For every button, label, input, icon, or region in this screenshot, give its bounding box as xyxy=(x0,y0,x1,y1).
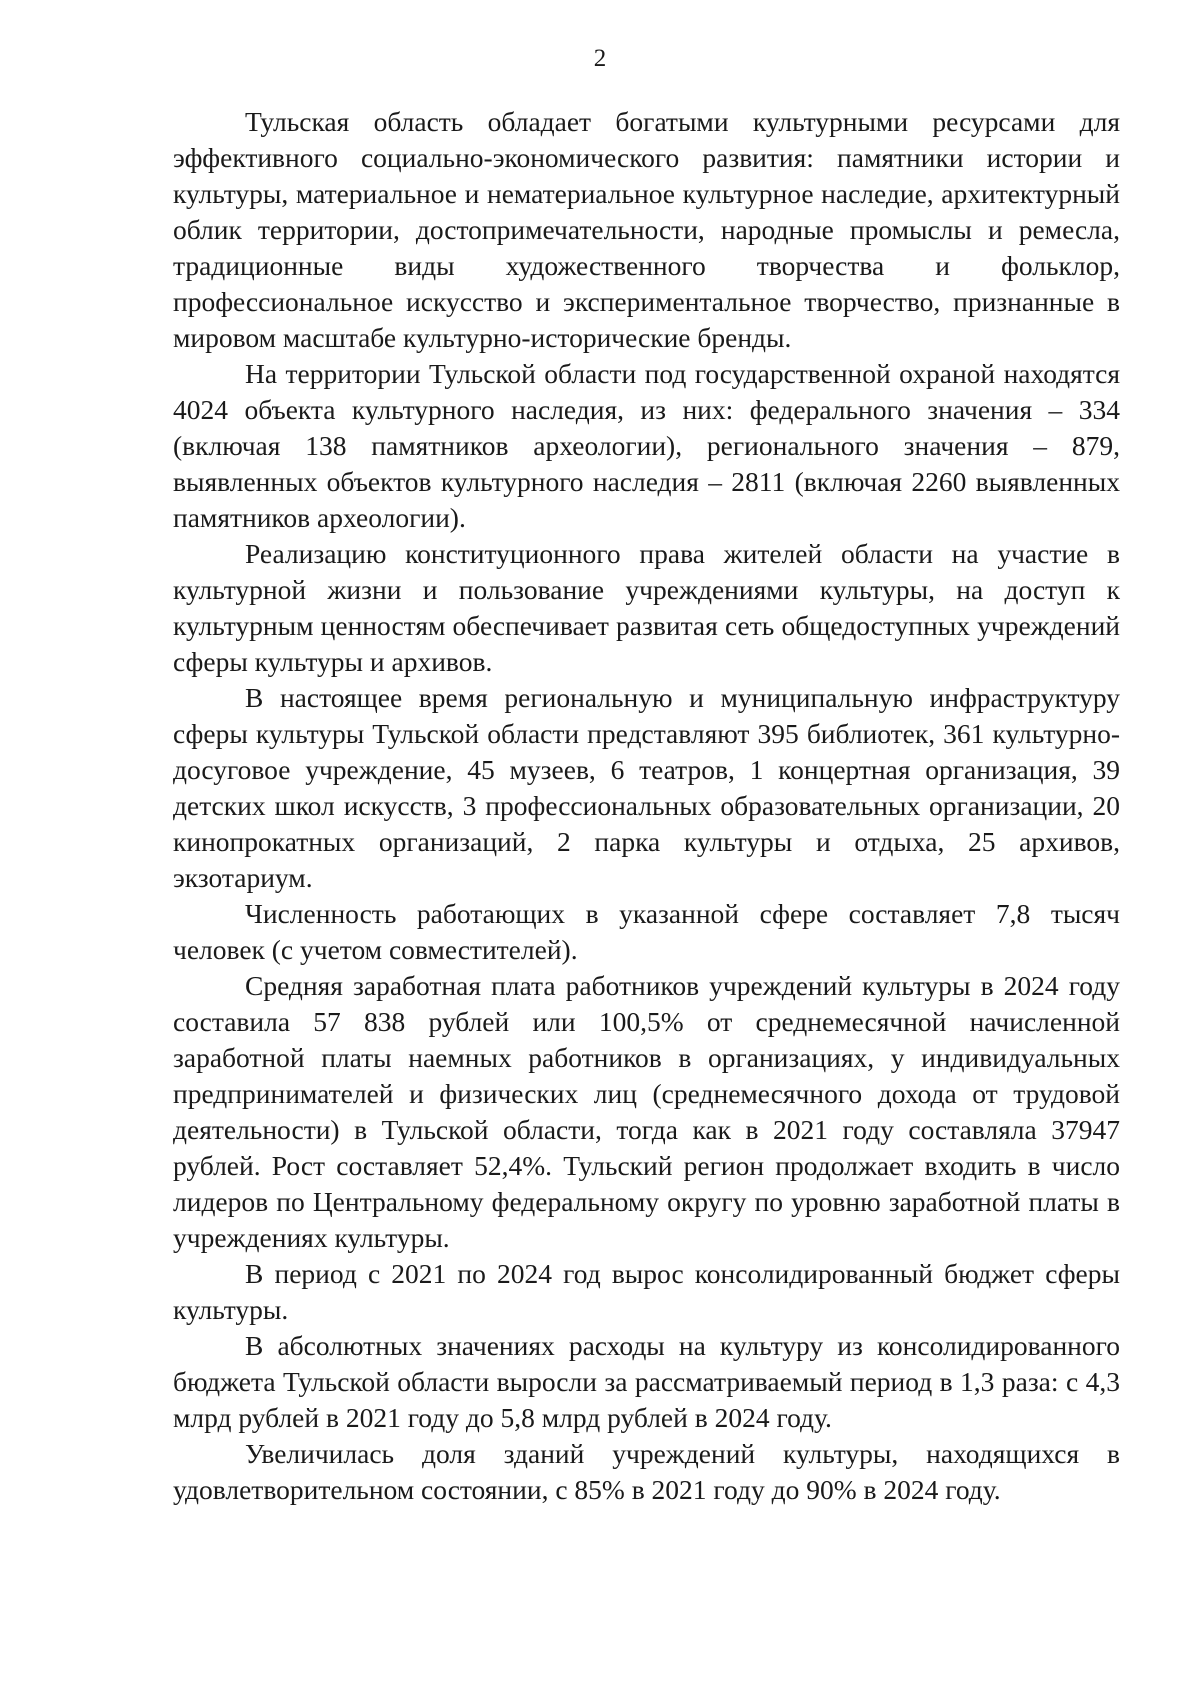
paragraph-expenditures: В абсолютных значениях расходы на культуру из консолидированного бюджета Тульской области выросли за рассматриваемый период в 1,3 раза: с 4,3 млрд рублей в 2021 году до 5,8 млрд рублей в 2024 году. xyxy=(173,1330,1120,1433)
paragraph-heritage-objects: На территории Тульской области под государственной охраной находятся 4024 объекта культурного наследия, из них: федерального значения – 334 (включая 138 памятников археологии), регионального значения – 879, выявленных объектов культурного наследия – 2811 (включая 2260 выявленных памятников археологии). xyxy=(173,358,1120,533)
paragraph-buildings-condition: Увеличилась доля зданий учреждений культуры, находящихся в удовлетворительном состоянии, с 85% в 2021 году до 90% в 2024 году. xyxy=(173,1438,1120,1505)
paragraph-constitutional-right: Реализацию конституционного права жителей области на участие в культурной жизни и пользование учреждениями культуры, на доступ к культурным ценностям обеспечивает развитая сеть общедоступных учреждений сферы культуры и архивов. xyxy=(173,538,1120,677)
paragraph-employees: Численность работающих в указанной сфере составляет 7,8 тысяч человек (с учетом совместителей). xyxy=(173,898,1120,965)
paragraph-budget-growth: В период с 2021 по 2024 год вырос консолидированный бюджет сферы культуры. xyxy=(173,1258,1120,1325)
page-number: 2 xyxy=(593,45,607,72)
paragraph-infrastructure: В настоящее время региональную и муниципальную инфраструктуру сферы культуры Тульской области представляют 395 библиотек, 361 культурно-досуговое учреждение, 45 музеев, 6 театров, 1 концертная организация, 39 детских школ искусств, 3 профессиональных образовательных организации, 20 кинопрокатных организаций, 2 парка культуры и отдыха, 25 архивов, экзотариум. xyxy=(173,682,1120,893)
paragraph-cultural-resources: Тульская область обладает богатыми культурными ресурсами для эффективного социально-экономического развития: памятники истории и культуры, материальное и нематериальное культурное наследие, архитектурный облик территории, достопримечательности, народные промыслы и ремесла, традиционные виды художественного творчества и фольклор, профессиональное искусство и экспериментальное творчество, признанные в мировом масштабе культурно-исторические бренды. xyxy=(173,106,1120,353)
document-body xyxy=(173,104,1120,1508)
paragraph-salary: Средняя заработная плата работников учреждений культуры в 2024 году составила 57 838 рублей или 100,5% от среднемесячной начисленной заработной платы наемных работников в организациях, у индивидуальных предпринимателей и физических лиц (среднемесячного дохода от трудовой деятельности) в Тульской области, тогда как в 2021 году составляла 37947 рублей. Рост составляет 52,4%. Тульский регион продолжает входить в число лидеров по Центральному федеральному округу по уровню заработной платы в учреждениях культуры. xyxy=(173,970,1120,1253)
